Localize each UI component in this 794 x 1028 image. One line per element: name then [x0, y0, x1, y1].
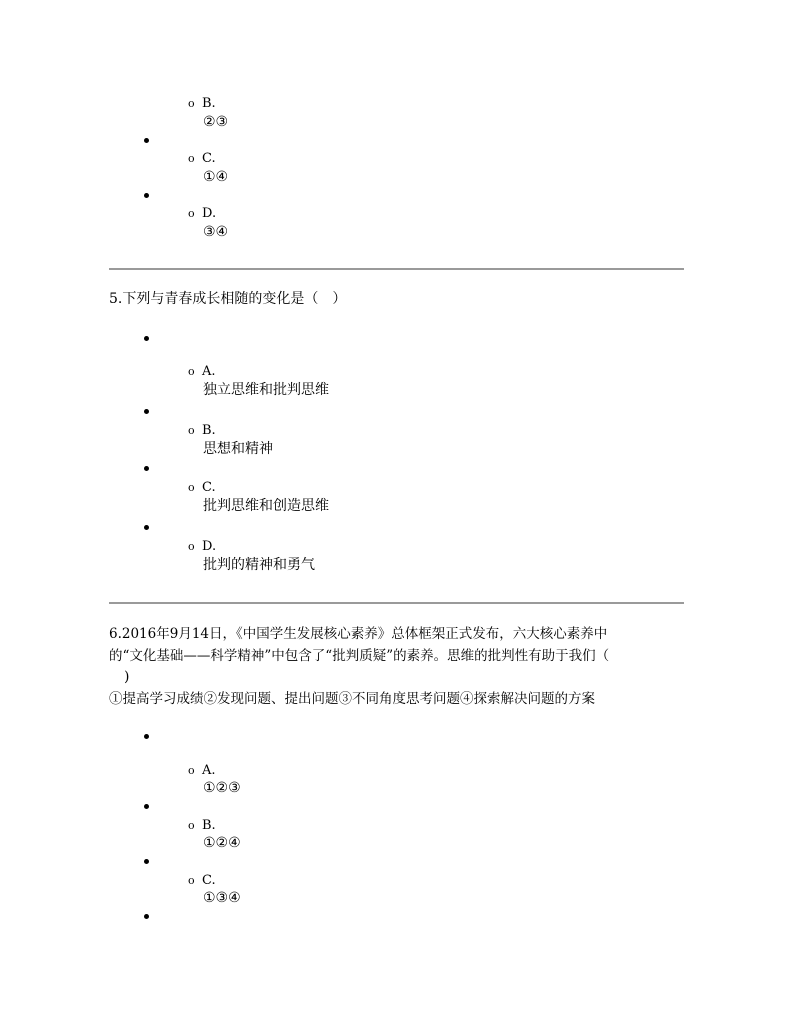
- option-text[interactable]: ①③④: [203, 890, 241, 906]
- section-divider: [109, 602, 684, 604]
- option-text[interactable]: 批判思维和创造思维: [203, 498, 329, 514]
- option-letter[interactable]: o A.: [188, 763, 216, 778]
- question-stem-line: 6.2016年9月14日，《中国学生发展核心素养》总体框架正式发布，六大核心素养中: [109, 626, 608, 642]
- list-bullet: [144, 409, 149, 414]
- question-stem-line: 的“文化基础——科学精神”中包含了“批判质疑”的素养。思维的批判性有助于我们（: [109, 648, 610, 664]
- list-bullet: [144, 138, 149, 143]
- option-text: ①④: [203, 169, 229, 185]
- option-letter: o B.: [188, 96, 216, 111]
- list-bullet: [144, 525, 149, 530]
- option-text[interactable]: 批判的精神和勇气: [203, 557, 315, 573]
- option-text[interactable]: 独立思维和批判思维: [203, 382, 329, 398]
- option-letter[interactable]: o C.: [188, 873, 216, 888]
- list-bullet: [144, 804, 149, 809]
- question-statements: ①提高学习成绩②发现问题、提出问题③不同角度思考问题④探索解决问题的方案: [109, 691, 595, 707]
- option-letter[interactable]: o B.: [188, 423, 216, 438]
- list-bullet: [144, 859, 149, 864]
- option-text: ③④: [203, 224, 229, 240]
- list-bullet: [144, 466, 149, 471]
- list-bullet: [144, 914, 149, 919]
- option-text[interactable]: ①②③: [203, 780, 241, 796]
- question-stem-line: ): [124, 669, 130, 685]
- option-letter: o C.: [188, 151, 216, 166]
- option-letter[interactable]: o C.: [188, 480, 216, 495]
- option-letter[interactable]: o D.: [188, 539, 217, 554]
- option-letter[interactable]: o B.: [188, 818, 216, 833]
- list-bullet: [144, 336, 149, 341]
- list-bullet: [144, 734, 149, 739]
- option-text: ②③: [203, 114, 229, 130]
- list-bullet: [144, 193, 149, 198]
- question-stem: 5.下列与青春成长相随的变化是（ ）: [109, 291, 347, 307]
- section-divider: [109, 268, 684, 270]
- option-letter: o D.: [188, 206, 217, 221]
- option-text[interactable]: ①②④: [203, 835, 241, 851]
- option-text[interactable]: 思想和精神: [203, 441, 273, 457]
- option-letter[interactable]: o A.: [188, 364, 216, 379]
